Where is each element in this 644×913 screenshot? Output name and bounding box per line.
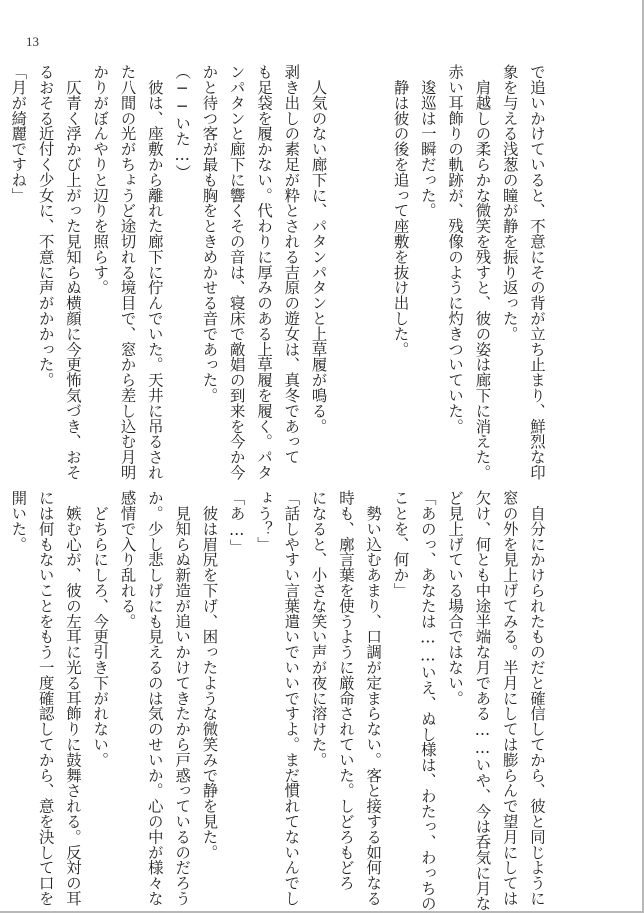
bottom-text-block xyxy=(9,490,550,911)
text-line xyxy=(332,64,359,444)
text-line xyxy=(359,64,386,444)
text-line: 見知らぬ新造が追いかけてきたから戸惑っているのだろう xyxy=(173,490,192,906)
text-line: ンパタンと廊下に響くその音は、寝床で敵娼の到来を今か今 xyxy=(227,64,246,480)
text-line: た八間の光がちょうど途切れる境目で、窓から差し込む月明 xyxy=(118,64,137,480)
text-line: 嫉む心が、彼の左耳に光る耳飾りに鼓舞される。反対の耳 xyxy=(63,490,82,906)
text-line: 「あのっ、あなたは……いえ、ぬし様は、わたっ、わっちの xyxy=(418,490,437,911)
text-line: になると、小さな笑い声が夜に溶けた。 xyxy=(309,490,328,768)
top-text-block xyxy=(9,64,550,480)
text-line: ょう？」 xyxy=(255,490,274,552)
text-line xyxy=(0,490,4,870)
text-line: 感情で入り乱れる。 xyxy=(118,490,137,629)
text-line: かと待つ客が最も胸をときめかせる音であった。 xyxy=(200,64,219,403)
text-line: 静は彼の後を追って座敷を抜け出した。 xyxy=(391,64,410,357)
page-number: 13 xyxy=(26,34,39,49)
text-line: 彼は眉尻を下げ、困ったような微笑みで静を見た。 xyxy=(200,490,219,860)
text-line: るおそる近付く少女に、不意に声がかかった。 xyxy=(36,64,55,388)
text-line: どちらにしろ、今更引き下がれない。 xyxy=(91,490,110,768)
text-line: 開いた。 xyxy=(9,490,28,552)
text-line: （──いた…） xyxy=(173,64,192,180)
text-line: 逡巡は一瞬だった。 xyxy=(418,64,437,218)
text-line: 時も、廓言葉を使うように厳命されていた。しどろもどろ xyxy=(336,490,355,891)
text-line: ど見上げている場合ではない。 xyxy=(446,490,465,706)
text-line: には何もないことをもう一度確認してから、意を決して口を xyxy=(36,490,55,906)
text-line: ことを、何か」 xyxy=(391,490,410,598)
text-line: 「あ…」 xyxy=(227,490,246,555)
text-line: も足袋を履かない。代わりに厚みのある上草履を履く。パタ xyxy=(255,64,274,480)
text-line: 人気のない廊下に、パタンパタンと上草履が鳴る。 xyxy=(309,64,328,434)
text-line: 肩越しの柔らかな微笑を残すと、彼の姿は廊下に消えた。 xyxy=(473,64,492,480)
text-line: 窓の外を見上げてみる。半月にしては膨らんで望月にしては xyxy=(500,490,519,906)
text-line: で追いかけていると、不意にその背が立ち止まり、鮮烈な印 xyxy=(528,64,546,480)
text-line: 欠け、何とも中途半端な月である……いや、今は呑気に月な xyxy=(473,490,492,911)
text-line: 「月が綺麗ですね」 xyxy=(9,64,28,203)
text-line: 赤い耳飾りの軌跡が、残像のように灼きついていた。 xyxy=(446,64,465,434)
text-line: 彼は、座敷から離れた廊下に佇んでいた。天井に吊るされ xyxy=(145,64,164,480)
text-line: 自分にかけられたものだと確信してから、彼と同じように xyxy=(528,490,546,906)
text-line: 象を与える浅葱の瞳が静を振り返った。 xyxy=(500,64,519,342)
text-line: かりがぼんやりと辺りを照らす。 xyxy=(91,64,110,295)
text-line: 「話しやすい言葉遣いでいいですよ。まだ慣れてないんでし xyxy=(282,490,301,906)
text-line: 勢い込むあまり、口調が定まらない。客と接する如何なる xyxy=(364,490,383,906)
text-line: 剥き出しの素足が粋とされる吉原の遊女は、真冬であって xyxy=(282,64,301,465)
text-line: か。少し悲しげにも見えるのは気のせいか。心の中が様々な xyxy=(145,490,164,906)
text-line: 仄青く浮かび上がった見知らぬ横顔に今更怖気づき、おそ xyxy=(63,64,82,480)
text-line xyxy=(0,64,4,444)
